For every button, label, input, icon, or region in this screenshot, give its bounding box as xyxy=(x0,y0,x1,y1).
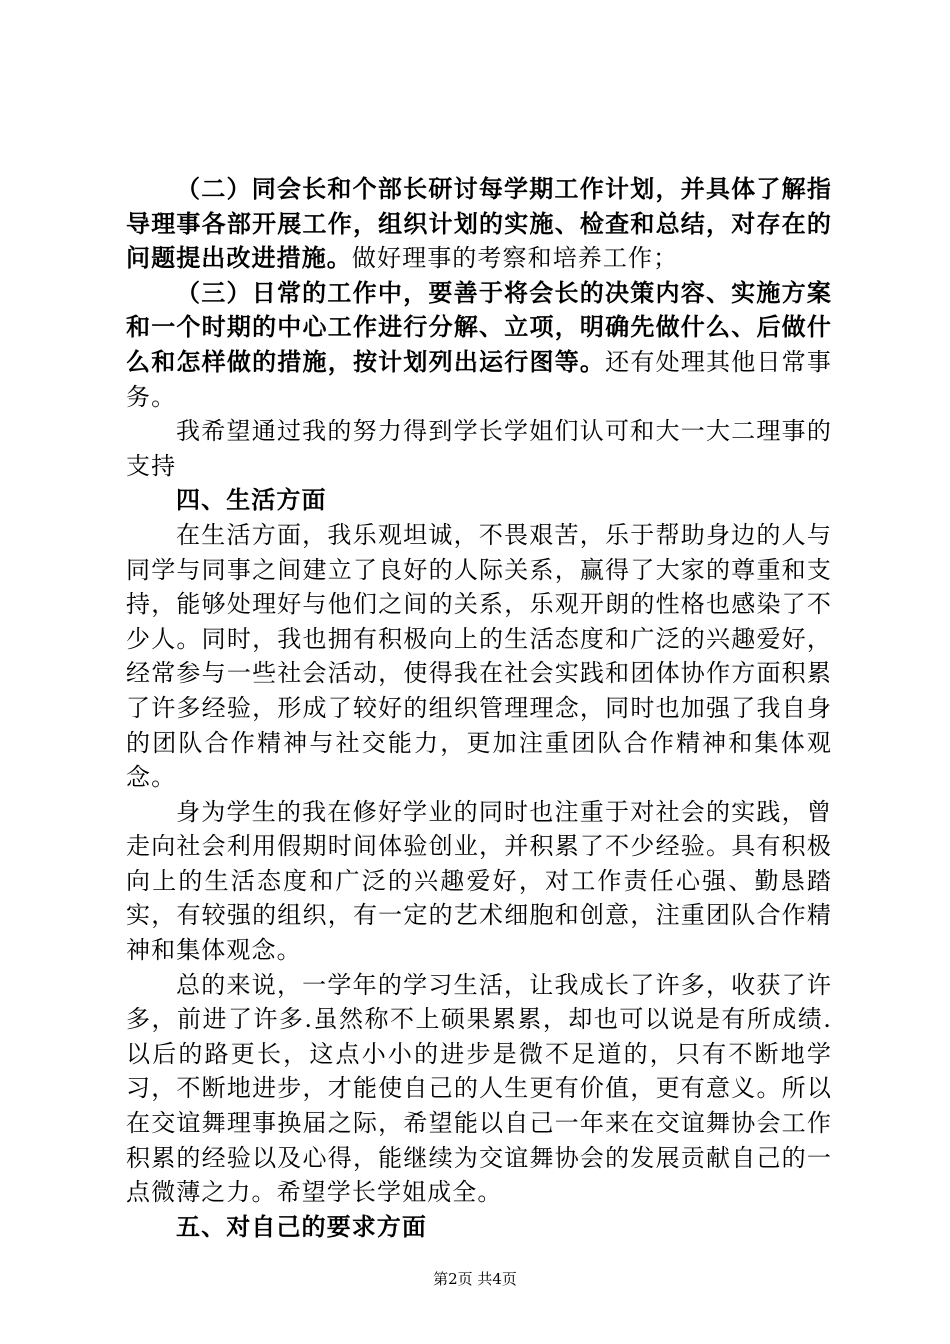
paragraph-two-bold: （二）同会长和个部长研讨每学期工作计划，并具体了解指导理事各部开展工作，组织计划的实施、检查和总结，对存在的问题提出改进措施。 xyxy=(126,175,832,273)
section-heading-self-requirements: 五、对自己的要求方面 xyxy=(176,1212,427,1241)
paragraph-three-normal: 还有处理其他日常事务。 xyxy=(126,347,833,411)
life-paragraph: 总的来说，一学年的学习生活，让我成长了许多，收获了许多，前进了许多.虽然称不上硕果累累，却也可以说是有所成绩.以后的路更长，这点小小的进步是微不足道的，只有不断地学习，不断地进步，才能使自己的人生更有价值，更有意义。所以在交谊舞理事换届之际，希望能以自己一年来在交谊舞协会工作积累的经验以及心得，能继续为交谊舞协会的发展贡献自己的一点微薄之力。希望学长学姐成全。 xyxy=(126,970,832,1207)
life-paragraph: 在生活方面，我乐观坦诚，不畏艰苦，乐于帮助身边的人与同学与同事之间建立了良好的人际关系，赢得了大家的尊重和支持，能够处理好与他们之间的关系，乐观开朗的性格也感染了不少人。同时，我也拥有积极向上的生活态度和广泛的兴趣爱好，经常参与一些社会活动，使得我在社会实践和团体协作方面积累了许多经验，形成了较好的组织管理理念，同时也加强了我自身的团队合作精神与社交能力，更加注重团队合作精神和集体观念。 xyxy=(126,520,832,792)
section-heading-life: 四、生活方面 xyxy=(176,486,327,515)
paragraph-three xyxy=(126,276,832,414)
page-number-footer: 第2页 共4页 xyxy=(433,1270,517,1288)
paragraph-two-normal: 做好理事的考察和培养工作； xyxy=(351,244,679,273)
paragraph-three-bold: （三）日常的工作中，要善于将会长的决策内容、实施方案和一个时期的中心工作进行分解、立项，明确先做什么、后做什么和怎样做的措施，按计划列出运行图等。 xyxy=(126,278,832,376)
document-body xyxy=(126,172,832,1244)
paragraph-hope: 我希望通过我的努力得到学长学姐们认可和大一大二理事的支持 xyxy=(126,417,832,480)
life-paragraph: 身为学生的我在修好学业的同时也注重于对社会的实践，曾走向社会利用假期时间体验创业，并积累了不少经验。具有积极向上的生活态度和广泛的兴趣爱好，对工作责任心强、勤恳踏实，有较强的组织，有一定的艺术细胞和创意，注重团队合作精神和集体观念。 xyxy=(126,797,832,965)
paragraph-two xyxy=(126,172,832,276)
